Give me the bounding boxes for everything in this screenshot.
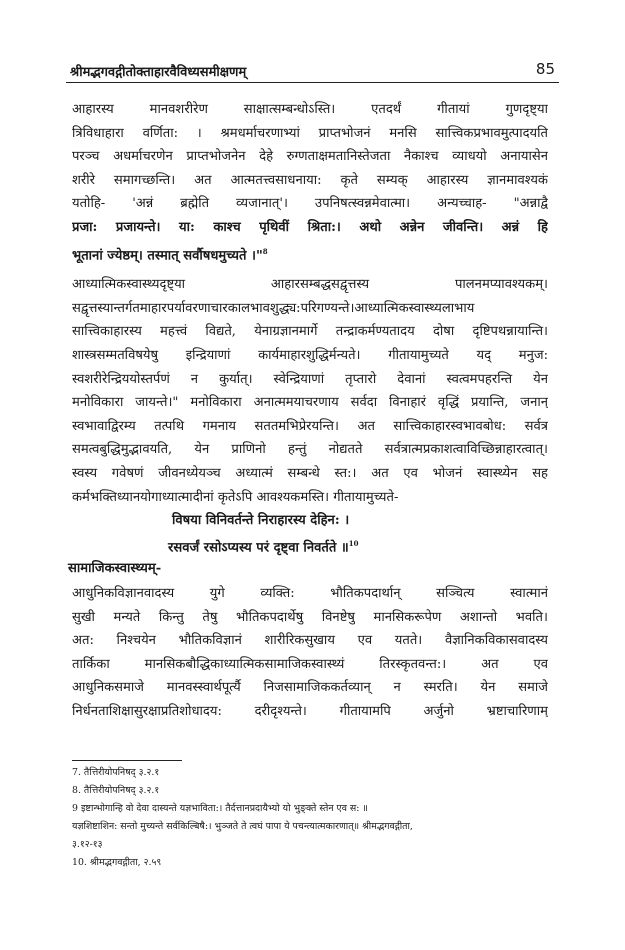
paragraph-line: आधुनिकसमाजे मानवस्स्वार्थपूर्त्यै निजसामाजिककर्तव्यान् न स्मरति। येन समाजे [72,680,548,696]
footnote-8: 8. तैत्तिरीयोपनिषद् ३.२.१ [72,785,160,796]
paragraph-line: आध्यात्मिकस्वास्थ्यदृष्ट्या आहारसम्बद्धसद्वृत्तस्य पालनमप्यावश्यकम्। [72,277,548,293]
footnote-marker: 10 [348,539,359,549]
paragraph-line: सद्वृत्तस्यान्तर्गतमाहारपर्यावरणाचारकालभावशुद्ध्य:परिगण्यन्ते।आध्यात्मिकस्वास्थ्यलाभाय [72,300,475,316]
paragraph-line: स्वशरीरेन्द्रिययोस्तर्पणं न कुर्यात्। स्वेन्द्रियाणां तृप्तारो देवानां स्वत्वमपहरन्ति येन [72,371,548,387]
footnote-10: 10. श्रीमद्भगवद्गीता, २.५९ [72,857,162,868]
footnote-9-reference: ३.१२-१३ [72,839,103,850]
verse-line-2 [72,532,548,555]
footnote-divider [72,760,182,761]
paragraph-line: कर्मभक्तिध्यानयोगाध्यात्मादीनां कृतेऽपि आवश्यकमस्ति। गीतायामुच्यते- [72,489,399,505]
paragraph-line: शरीरे समागच्छन्ति। अत आत्मतत्त्वसाधनाया: कृते सम्यक् आहारस्य ज्ञानमावश्यकं [72,172,548,188]
main-text [68,98,548,724]
paragraph-line: परञ्च अधर्माचरणेन प्राप्तभोजनेन देहे रुग्णताक्षमतानिस्तेजता नैकाश्च व्याधयो अनायासेन [72,149,548,165]
running-title: श्रीमद्भगवद्गीतोक्ताहारवैविध्यसमीक्षणम् [70,65,247,80]
paragraph-line: अत: निश्चयेन भौतिकविज्ञानं शारीरिकसुखाय एव यतते। वैज्ञानिकविकासवादस्य [72,633,548,649]
paragraph-text: भूतानां ज्येष्ठम्। तस्मात् सर्वौषधमुच्यते ।" [72,247,263,263]
paragraph-text: यतोहि- 'अन्नं ब्रह्मेति व्यजानात्'। उपनिषत्स्वन्नमेवात्मा। अन्यच्चाह- "अन्नाद्वै [72,196,548,212]
paragraph-line [72,192,548,216]
paragraph-line: सात्त्विकाहारस्य महत्त्वं विद्यते, येनाग्रज्ञानमार्गे तन्द्राकर्मण्यतादय दोषा दृष्टिपथन्नायान्ति। [72,324,548,340]
footnotes [72,764,556,872]
paragraph-line: स्वभावाद्विरम्य तत्पथि गमनाय सततमभिप्रेरयन्ति। अत सात्त्विकाहारस्वभावबोध: सर्वत्र [72,418,548,434]
paragraph-line: तार्किका मानसिकबौद्धिकाध्यात्मिकसामाजिकस्वास्थ्यं तिरस्कृतवन्त:। अत एव [72,656,548,672]
verse-line-1: विषया विनिवर्तन्ते निराहारस्य देहिन: । [172,513,350,529]
paragraph-line: स्वस्य गवेषणं जीवनध्येयञ्च अध्यात्मं सम्बन्धे स्त:। अत एव भोजनं स्वास्थ्येन सह [72,465,548,481]
paragraph-line: मनोविकारा जायन्ते।" मनोविकारा अनात्ममयाचरणाय सर्वदा विनाहारं वृद्धिं प्रयान्ति, जनान् [72,395,548,411]
paragraph-line: सुखी मन्यते किन्तु तेषु भौतिकपदार्थेषु विनष्टेषु मानसिकरूपेण अशान्तो भवति। [72,609,548,625]
paragraph-line-bold [72,240,548,264]
section-heading: सामाजिकस्वास्थ्यम्- [68,561,162,577]
paragraph-line: आहारस्य मानवशरीरेण साक्षात्सम्बन्धोऽस्ति। एतदर्थं गीतायां गुणदृष्ट्या [72,102,548,117]
paragraph-line-bold: प्रजा: प्रजायन्ते। या: काश्च पृथिवीं श्रिता:। अथो अन्नेन जीवन्ति। अन्नं हि [72,219,548,235]
footnote-9: 9 इष्टान्भोगान्हि वो देवा दास्यन्ते यज्ञभाविता:। तैर्दत्तानप्रदायैभ्यो यो भुङ्क्ते स्तेन एव स: ॥ [72,803,369,814]
footnote-9-continued: यज्ञशिष्टाशिन: सन्तो मुच्यन्ते सर्वकिल्बिषै:। भुञ्जते ते त्वघं पापा ये पचन्त्यात्मकारणात्॥ श्रीमद्भगवद्गीता, [72,821,413,832]
footnote-marker: 8 [262,246,268,256]
paragraph-line: समत्वबुद्धिमुद्भावयति, येन प्राणिनो हन्तुं नोद्यतते सर्वत्रात्मप्रकाशत्वाविच्छिन्नाहारत्वात्। [72,442,548,458]
running-header [66,60,559,83]
paragraph-line: त्रिविधाहारा वर्णिता: । श्रमधर्माचरणाभ्यां प्राप्तभोजनं मनसि सात्त्विकप्रभावमुत्पादयति [72,125,548,141]
paragraph-line: शास्त्रसम्मतविषयेषु इन्द्रियाणां कार्यमाहारशुद्धिर्मन्यते। गीतायामुच्यते यद् मनुज: [72,347,548,363]
page-number: 85 [535,60,555,78]
paragraph-line: आधुनिकविज्ञानवादस्य युगे व्यक्ति: भौतिकपदार्थान् सञ्चित्य स्वात्मानं [72,586,548,602]
paragraph-line: निर्धनताशिक्षासुरक्षाप्रतिशोधादय: दरीदृश्यन्ते। गीतायामपि अर्जुनो भ्रष्टाचारिणाम् [72,704,548,720]
verse-text: रसवर्जं रसोऽप्यस्य परं दृष्ट्वा निवर्तते ॥ [168,540,349,556]
footnote-7: 7. तैत्तिरीयोपनिषद् ३.२.१ [72,767,160,778]
